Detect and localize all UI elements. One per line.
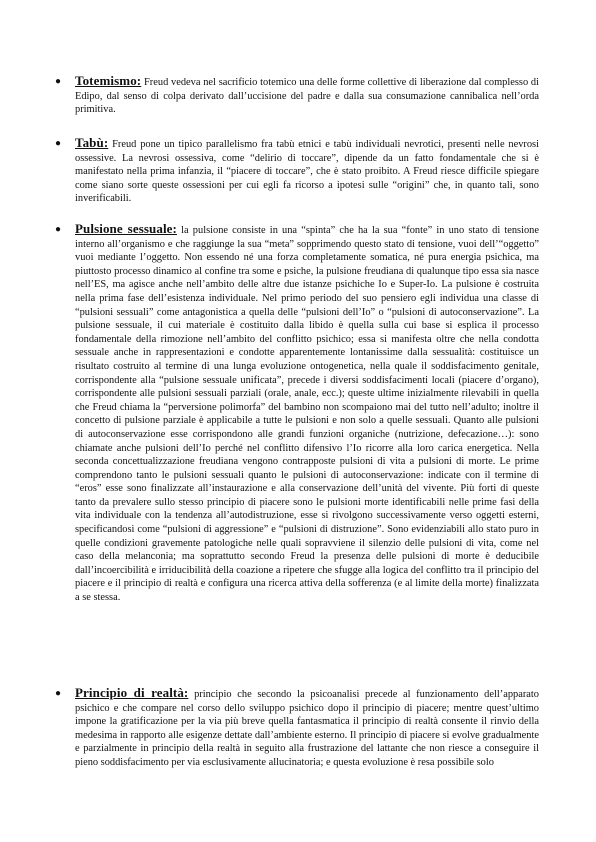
glossary-entry-pulsione-sessuale	[55, 221, 539, 605]
bullet-icon: ●	[55, 224, 62, 235]
entry-term: Principio di realtà:	[75, 685, 189, 700]
entry-term: Tabù:	[75, 135, 109, 150]
entry-term: Totemismo:	[75, 73, 142, 88]
glossary-entry-tabu	[55, 135, 539, 206]
bullet-icon: ●	[55, 688, 62, 699]
glossary-entry-principio-di-realta	[55, 685, 539, 770]
bullet-icon: ●	[55, 76, 62, 87]
entry-text: la pulsione consiste in una “spinta” che ha la sua “fonte” in uno stato di tensione interno all’organismo e che raggiunge la sua “meta” sopprimendo questo stato di tensione, vuoi dell’“oggetto” vuoi mediante l’oggetto. Non essendo né una forza completamente somatica, né pura energia psichica, ma piuttosto processo dinamico al confine tra some e psiche, la pulsione freudiana di qualunque tipo essa sia nasce nell’ES, ma agisce anche nell’ambito delle altre due istanze psichiche Io e Super-Io. La pulsione è costruita nella prima fase dell’esistenza individuale. Nel primo periodo del suo pensiero egli individua una classe di “pulsioni sessuali” come antagonistica a quella delle “pulsioni dell’Io” o “pulsioni di autoconservazione”. La pulsione sessuale, il cui materiale è costituito dalla libido è quella sulla cui base si esplica il processo fondamentale della rimozione nell’ambito del conflitto psichico; essa si manifesta oltre che nella condotta sessuale anche in rappresentazioni e condotte apparentemente lontanissime dalla sessualità: costituisce un risultato costruito al termine di una lunga evoluzione ontogenetica, nella quale il soddisfacimento genitale, corrispondente alla “pulsione sessuale unificata”, precede i diversi soddisfacimenti locali (piacere d’organo), corrispondente alle pulsioni sessuali parziali (orale, anale, ecc.); queste ultime inizialmente rilevabili in quella che Freud chiama la “perversione polimorfa” del bambino non scompaiono mai del tutto nell’adulto; inoltre il concetto di pulsione parziale è applicabile a tutte le pulsioni e non solo a quelle sessuali. Quanto alle pulsioni di autoconservazione esse corrispondono alle grandi funzioni organiche (nutrizione, defecazione…): sono chiamate anche pulsioni dell’Io perché nel conflitto difensivo l’Io ricorre alla loro carica energetica. Nella seconda concettualizzazione freudiana vengono contrapposte pulsioni di vita a pulsioni di morte. Le prime comprendono tanto le pulsioni sessuali quanto le pulsioni di autoconservazione: indicate con il termine di “eros” esse sono finalizzate all’instaurazione e alla conservazione dell’unità del vivente. Più forti di queste tanto da prevalere sullo stesso principio di piacere sono le pulsioni morte identificabili nelle prime fasi della vita individuale con la tendenza all’autodistruzione, esse si rivolgono successivamente verso oggetti esterni, specificandosi come “pulsioni di aggressione” e “pulsioni di distruzione”. Sono evidenziabili allo stato puro in quelle condizioni gravemente patologiche nelle quali sopravviene il silenzio delle pulsioni di vita, come nel caso della melanconia; ma soprattutto secondo Freud la presenza delle pulsioni di morte è deducibile dall’incoercibilità e irriducibilità della coazione a ripetere che sfugge alla logica del conflitto tra il principio del piacere e il principio di realtà e configura una ricerca attiva della sofferenza (e al limite della morte) finalizzata a se stessa.	[75, 225, 539, 604]
entry-text: principio che secondo la psicoanalisi precede al funzionamento dell’apparato psichico e che compare nel corso dello sviluppo psichico dopo il principio di piacere; mentre quest’ultimo impone la gratificazione per la via più breve quella fantasmatica il principio di realtà consente il rinvio della medesima in rapporto alle esigenze dettate dall’ambiente esterno. Il principio di piacere si evolve gradualmente e parzialmente in principio della realtà in seguito alla frustrazione del lattante che non riesce a conseguire il pieno soddisfacimento per via esclusivamente allucinatoria; e questa evoluzione è resa possibile solo	[75, 689, 539, 768]
entry-text: Freud pone un tipico parallelismo fra tabù etnici e tabù individuali nevrotici, presenti nelle nevrosi ossessive. La nevrosi ossessiva, come “delirio di toccare”, dipende da un fatto fondamentale che si è manifestato nella prima infanzia, il “piacere di toccare”, che è stato proibito. A Freud riesce difficile spiegare come siano sorte queste ossessioni per cui egli fa ricorso a ipotesi sulle “origini” che, in quanto tali, sono inverificabili.	[75, 139, 539, 205]
bullet-icon: ●	[55, 138, 62, 149]
entry-text: Freud vedeva nel sacrificio totemico una delle forme collettive di liberazione dal complesso di Edipo, dal senso di colpa derivato dall’uccisione del padre e dalla sua consumazione cannibalica nell’orda primitiva.	[75, 77, 539, 116]
entry-term: Pulsione sessuale:	[75, 221, 177, 236]
glossary-entry-totemismo	[55, 73, 539, 117]
